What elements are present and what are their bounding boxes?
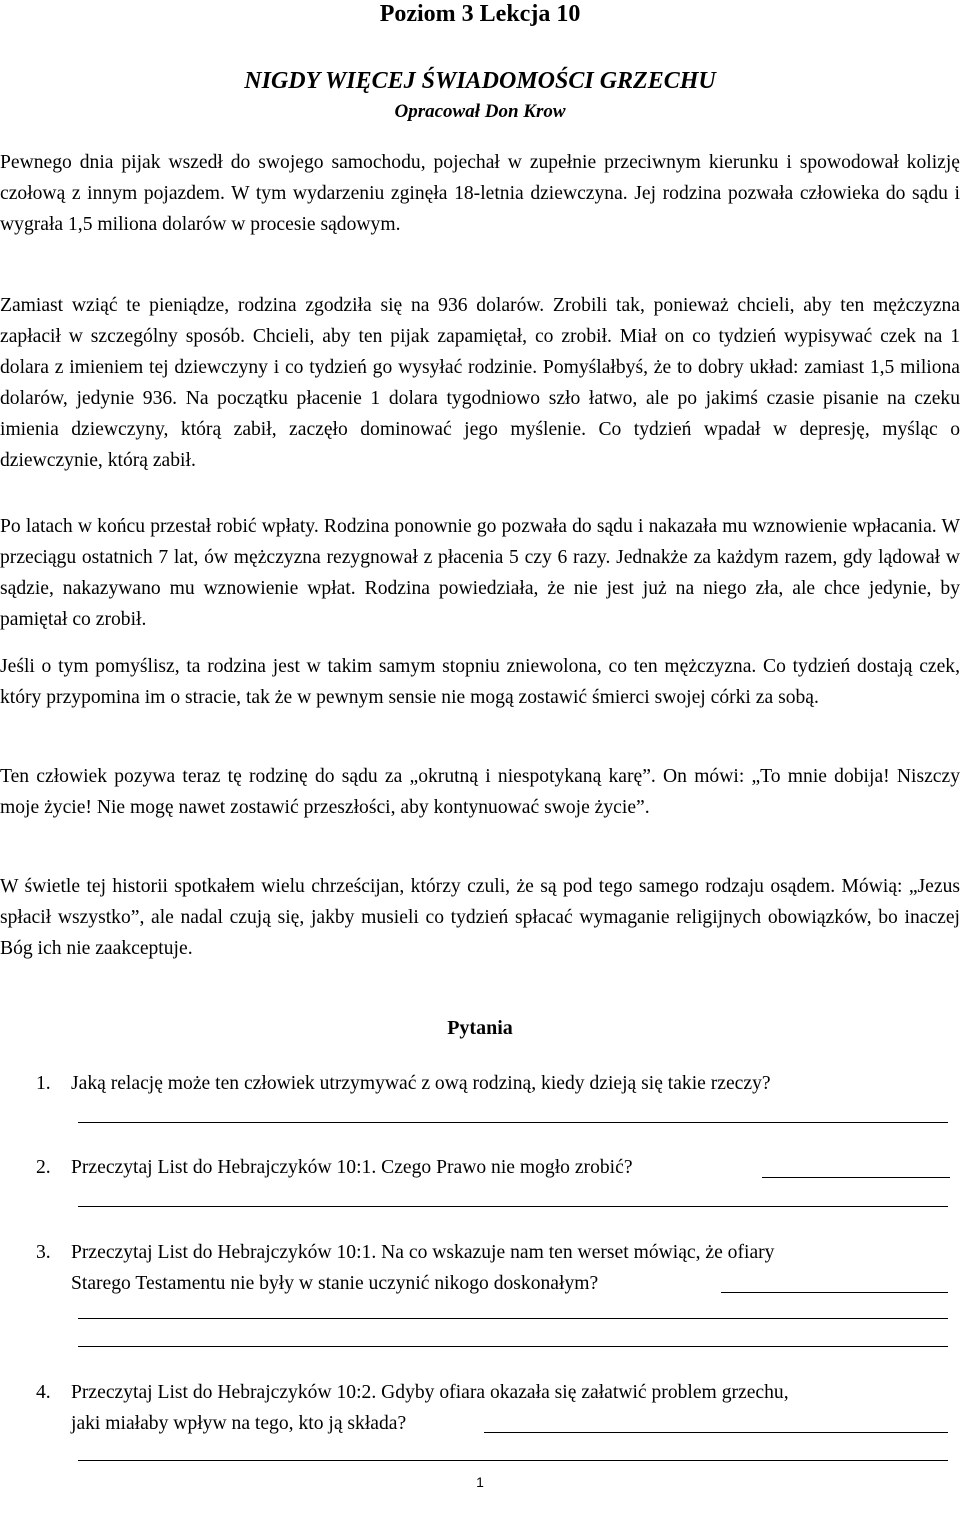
paragraph-1: Pewnego dnia pijak wszedł do swojego samochodu, pojechał w zupełnie przeciwnym kierunku i spowodował kolizję czołową z innym pojazdem. W tym wydarzeniu zginęła 18-letnia dziewczyna. Jej rodzina pozwała człowieka do sądu i wygrała 1,5 miliona dolarów w procesie sądowym. bbox=[0, 152, 960, 235]
lesson-level-title: Poziom 3 Lekcja 10 bbox=[379, 1, 581, 27]
author-line: Opracował Don Krow bbox=[394, 101, 566, 122]
question-number: 3. bbox=[36, 1242, 51, 1263]
answer-blank-3-inline[interactable] bbox=[721, 1292, 948, 1293]
paragraph-5: Ten człowiek pozywa teraz tę rodzinę do sądu za „okrutną i niespotykaną karę”. On mówi: „To mnie dobija! Niszczy moje życie! Nie mogę nawet zostawić przeszłości, aby kontynuować swoje życie”. bbox=[0, 766, 960, 818]
page-number: 1 bbox=[476, 1474, 484, 1490]
questions-heading: Pytania bbox=[447, 1017, 513, 1039]
question-number: 4. bbox=[36, 1382, 51, 1403]
paragraph-6: W świetle tej historii spotkałem wielu chrześcijan, którzy czuli, że są pod tego samego rodzaju osądem. Mówią: „Jezus spłacił wszystko”, ale nadal czują się, jakby musieli co tydzień spłacać wymaganie religijnych obowiązków, bo inaczej Bóg ich nie zaakceptuje. bbox=[0, 876, 960, 959]
question-number: 2. bbox=[36, 1157, 51, 1178]
paragraph-4: Jeśli o tym pomyślisz, ta rodzina jest w takim samym stopniu zniewolona, co ten mężczyzna. Co tydzień dostają czek, który przypomina im o stracie, tak że w pewnym sensie nie mogą zostawić śmierci swojej córki za sobą. bbox=[0, 656, 960, 708]
question-text-line: Przeczytaj List do Hebrajczyków 10:1. Czego Prawo nie mogło zrobić? bbox=[71, 1157, 633, 1178]
paragraph-3: Po latach w końcu przestał robić wpłaty. Rodzina ponownie go pozwała do sądu i nakazała mu wznowienie wpłacania. W przeciągu ostatnich 7 lat, ów mężczyzna rezygnował z płacenia 5 czy 6 razy. Jednakże za każdym razem, gdy lądował w sądzie, nakazywano mu wznowienie wpłat. Rodzina powiedziała, że nie jest już na niego zła, ale chce jedynie, by pamiętał co zrobił. bbox=[0, 516, 960, 630]
question-text-line: Przeczytaj List do Hebrajczyków 10:2. Gdyby ofiara okazała się załatwić problem grzechu, bbox=[71, 1382, 789, 1403]
question-text-line: Starego Testamentu nie były w stanie uczynić nikogo doskonałym? bbox=[71, 1273, 599, 1294]
question-text bbox=[71, 1152, 960, 1183]
answer-line-4a[interactable] bbox=[78, 1460, 948, 1461]
answer-line-3b[interactable] bbox=[78, 1346, 948, 1347]
question-text-line: Jaką relację może ten człowiek utrzymywać z ową rodziną, kiedy dzieją się takie rzeczy? bbox=[71, 1073, 771, 1094]
document-title: NIGDY WIĘCEJ ŚWIADOMOŚCI GRZECHU bbox=[244, 68, 716, 94]
answer-line-1a[interactable] bbox=[78, 1122, 948, 1123]
question-text bbox=[71, 1377, 960, 1439]
question-text-line: jaki miałaby wpływ na tego, kto ją składa? bbox=[71, 1413, 407, 1434]
question-text-line: Przeczytaj List do Hebrajczyków 10:1. Na co wskazuje nam ten werset mówiąc, że ofiary bbox=[71, 1242, 775, 1263]
question-text bbox=[71, 1237, 960, 1299]
answer-blank-4-inline[interactable] bbox=[484, 1432, 948, 1433]
question-text bbox=[71, 1068, 960, 1099]
question-number: 1. bbox=[36, 1073, 51, 1094]
answer-line-2a[interactable] bbox=[78, 1206, 948, 1207]
answer-blank-2-inline[interactable] bbox=[762, 1177, 950, 1178]
paragraph-2: Zamiast wziąć te pieniądze, rodzina zgodziła się na 936 dolarów. Zrobili tak, ponieważ chcieli, aby ten mężczyzna zapłacił w szczególny sposób. Chcieli, aby ten pijak zapamiętał, co zrobił. Miał on co tydzień wypisywać czek na 1 dolara z imieniem tej dziewczyny i co tydzień go wysyłać rodzinie. Pomyślałbyś, że to dobry układ: zamiast 1,5 miliona dolarów, jedynie 936. Na początku płacenie 1 dolara tygodniowo szło łatwo, ale po jakimś czasie pisanie na czeku imienia dziewczyny, którą zabił, zaczęło dominować jego myślenie. Co tydzień wpadał w depresję, myśląc o dziewczynie, którą zabił. bbox=[0, 295, 960, 471]
answer-line-3a[interactable] bbox=[78, 1318, 948, 1319]
